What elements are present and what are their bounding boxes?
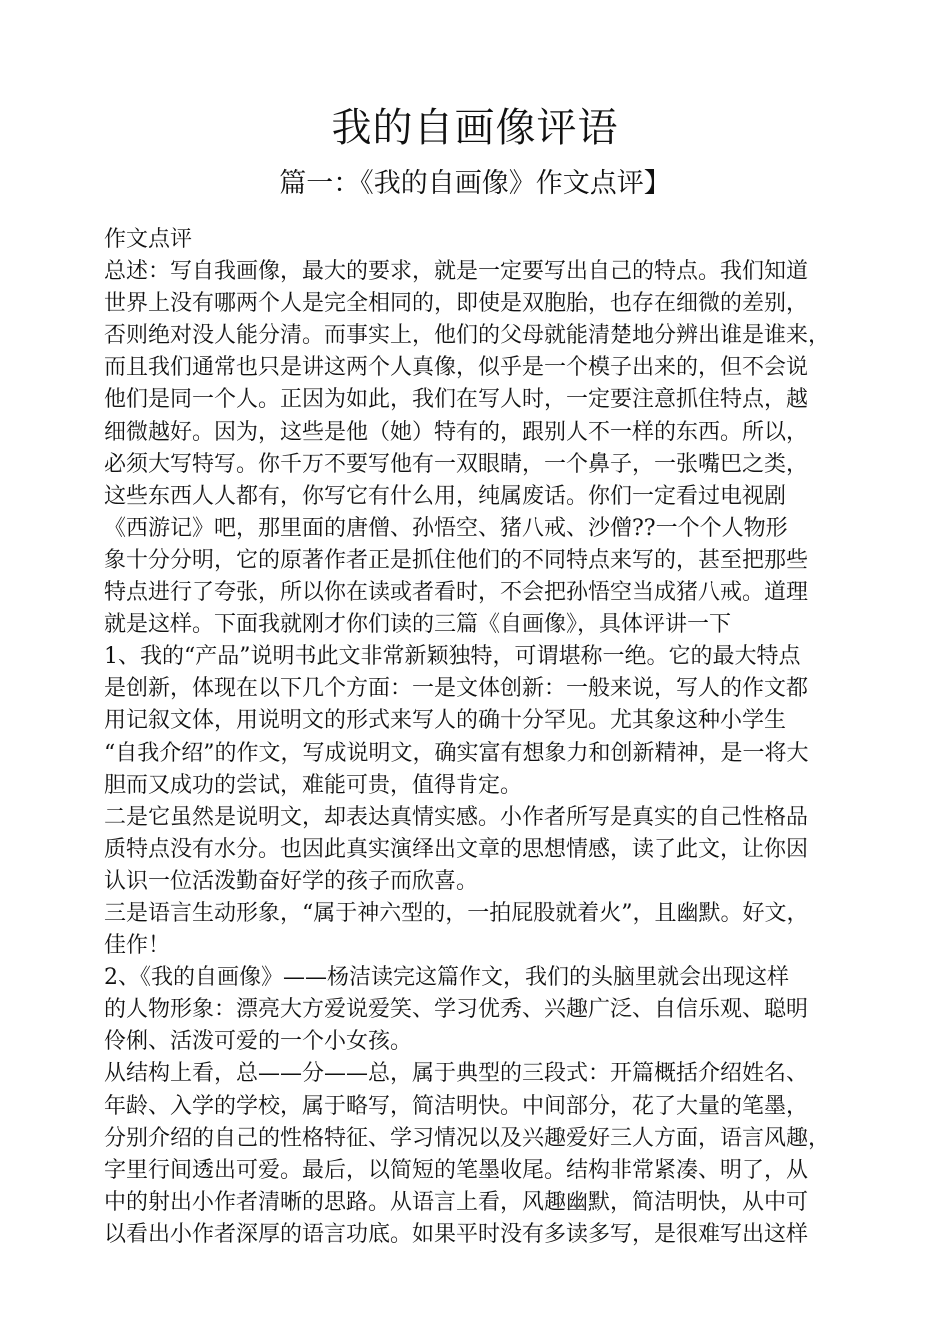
body-text-line: 否则绝对没人能分清。而事实上，他们的父母就能清楚地分辨出谁是谁来， — [104, 323, 831, 349]
body-text-line: 年龄、入学的学校，属于略写，简洁明快。中间部分，花了大量的笔墨， — [104, 1093, 809, 1119]
body-text-line: 而且我们通常也只是讲这两个人真像，似乎是一个模子出来的，但不会说 — [104, 355, 809, 381]
body-text-line: 世界上没有哪两个人是完全相同的，即使是双胞胎，也存在细微的差别， — [104, 291, 809, 317]
body-text-line: 1、我的“产品”说明书此文非常新颖独特，可谓堪称一绝。它的最大特点 — [104, 644, 801, 670]
body-text-line: 总述：写自我画像，最大的要求，就是一定要写出自己的特点。我们知道 — [104, 259, 809, 285]
body-text-line: 细微越好。因为，这些是他（她）特有的，跟别人不一样的东西。所以， — [104, 419, 809, 445]
body-text-line: 佳作！ — [104, 933, 171, 959]
body-text-line: 以看出小作者深厚的语言功底。如果平时没有多读多写，是很难写出这样 — [104, 1221, 809, 1247]
body-text-line: 字里行间透出可爱。最后，以简短的笔墨收尾。结构非常紧凑、明了，从 — [104, 1157, 809, 1183]
body-text-line: 象十分分明，它的原著作者正是抓住他们的不同特点来写的，甚至把那些 — [104, 547, 809, 573]
document-subtitle: 篇一：《我的自画像》作文点评】 — [279, 168, 671, 199]
document-body — [104, 224, 864, 1251]
body-text-line: 中的射出小作者清晰的思路。从语言上看，风趣幽默，简洁明快，从中可 — [104, 1189, 809, 1215]
body-text-line: 必须大写特写。你千万不要写他有一双眼睛，一个鼻子，一张嘴巴之类， — [104, 451, 809, 477]
body-text-line: 质特点没有水分。也因此真实演绎出文章的思想情感，读了此文，让你因 — [104, 836, 809, 862]
body-text-line: 从结构上看，总——分——总，属于典型的三段式：开篇概括介绍姓名、 — [104, 1061, 809, 1087]
body-text-line: 《西游记》吧，那里面的唐僧、孙悟空、猪八戒、沙僧??一个个人物形 — [104, 515, 788, 541]
body-text-line: 三是语言生动形象，“属于神六型的，一拍屁股就着火”，且幽默。好文， — [104, 900, 809, 926]
body-text-line: 作文点评 — [104, 227, 193, 252]
body-text-line: 就是这样。下面我就刚才你们读的三篇《自画像》，具体评讲一下 — [104, 612, 732, 638]
body-text-line: 是创新，体现在以下几个方面：一是文体创新：一般来说，写人的作文都 — [104, 676, 809, 702]
body-text-line: 特点进行了夸张，所以你在读或者看时，不会把孙悟空当成猪八戒。道理 — [104, 580, 809, 606]
body-text-line: 2、《我的自画像》——杨洁读完这篇作文，我们的头脑里就会出现这样 — [104, 965, 789, 991]
body-text-line: 他们是同一个人。正因为如此，我们在写人时，一定要注意抓住特点，越 — [104, 387, 809, 413]
body-text-line: 二是它虽然是说明文，却表达真情实感。小作者所写是真实的自己性格品 — [104, 804, 809, 830]
body-text-line: “自我介绍”的作文，写成说明文，确实富有想象力和创新精神，是一将大 — [104, 740, 809, 766]
document-title: 我的自画像评语 — [331, 105, 619, 151]
body-text-line: 伶俐、活泼可爱的一个小女孩。 — [104, 1029, 413, 1055]
body-text-line: 认识一位活泼勤奋好学的孩子而欣喜。 — [104, 868, 479, 894]
body-text-line: 分别介绍的自己的性格特征、学习情况以及兴趣爱好三人方面，语言风趣， — [104, 1125, 831, 1151]
body-text-line: 用记叙文体，用说明文的形式来写人的确十分罕见。尤其象这种小学生 — [104, 708, 787, 734]
body-text-line: 的人物形象：漂亮大方爱说爱笑、学习优秀、兴趣广泛、自信乐观、聪明 — [104, 997, 809, 1023]
body-text-line: 胆而又成功的尝试，难能可贵，值得肯定。 — [104, 772, 523, 798]
body-text-line: 这些东西人人都有，你写它有什么用，纯属废话。你们一定看过电视剧 — [104, 483, 787, 509]
